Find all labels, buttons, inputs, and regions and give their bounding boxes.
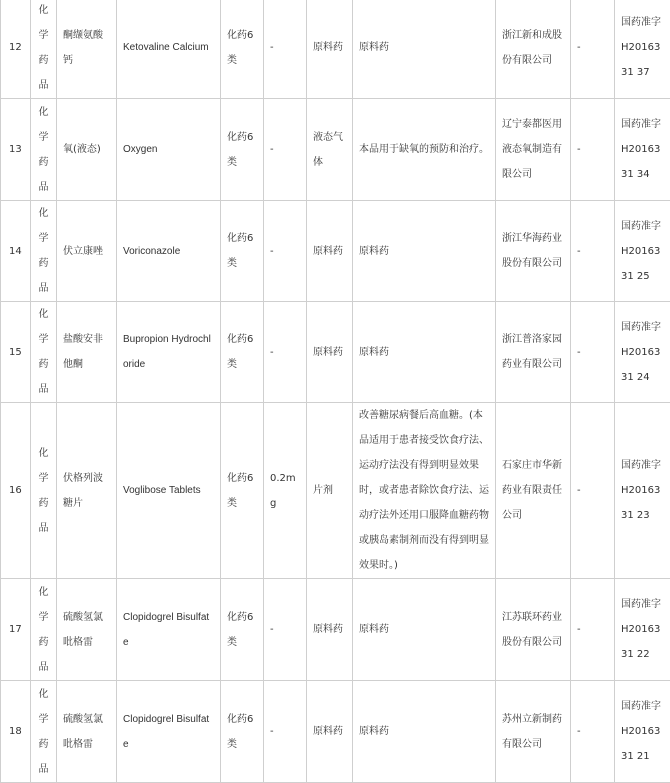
drug-name-en-cell: Voglibose Tablets: [117, 403, 221, 579]
category-cell: 化学药品: [31, 403, 57, 579]
approval-number-cell: 国药准字H2016331 23: [615, 403, 670, 579]
approval-number-cell: 国药准字H2016331 22: [615, 579, 670, 681]
specification-cell: -: [264, 302, 307, 403]
indication-cell: 改善糖尿病餐后高血糖。(本品适用于患者接受饮食疗法、运动疗法没有得到明显效果时，或者患者除饮食疗法、运动疗法外还用口服降血糖药物或胰岛素制剂而没有得到明显效果时。): [353, 403, 496, 579]
indication-cell: 原料药: [353, 681, 496, 783]
empty-dash-cell: -: [571, 403, 615, 579]
row-number-cell: 13: [1, 99, 31, 201]
registration-class-cell: 化药6类: [221, 579, 264, 681]
manufacturer-cell: 石家庄市华新药业有限责任公司: [496, 403, 571, 579]
drug-name-en-cell: Bupropion Hydrochloride: [117, 302, 221, 403]
drug-name-cn-cell: 伏格列波糖片: [57, 403, 117, 579]
drug-name-en-cell: Oxygen: [117, 99, 221, 201]
manufacturer-cell: 辽宁泰都医用液态氧制造有限公司: [496, 99, 571, 201]
empty-dash-cell: -: [571, 0, 615, 99]
table-row: [1, 0, 670, 99]
registration-class-cell: 化药6类: [221, 201, 264, 302]
empty-dash-cell: -: [571, 681, 615, 783]
indication-cell: 原料药: [353, 579, 496, 681]
indication-cell: 原料药: [353, 302, 496, 403]
table-body: [1, 0, 670, 783]
approval-number-cell: 国药准字H2016331 24: [615, 302, 670, 403]
dosage-form-cell: 原料药: [307, 201, 353, 302]
registration-class-cell: 化药6类: [221, 681, 264, 783]
table-row: [1, 579, 670, 681]
specification-cell: -: [264, 99, 307, 201]
approval-number-cell: 国药准字H2016331 34: [615, 99, 670, 201]
category-cell: 化学药品: [31, 681, 57, 783]
manufacturer-cell: 浙江新和成股份有限公司: [496, 0, 571, 99]
drug-name-en-cell: Ketovaline Calcium: [117, 0, 221, 99]
drug-name-cn-cell: 氧(液态): [57, 99, 117, 201]
approval-number-cell: 国药准字H2016331 25: [615, 201, 670, 302]
specification-cell: -: [264, 579, 307, 681]
drug-name-en-cell: Clopidogrel Bisulfate: [117, 681, 221, 783]
specification-cell: 0.2mg: [264, 403, 307, 579]
drug-name-cn-cell: 盐酸安非他酮: [57, 302, 117, 403]
registration-class-cell: 化药6类: [221, 302, 264, 403]
drug-name-en-cell: Voriconazole: [117, 201, 221, 302]
drug-name-cn-cell: 酮缬氨酸钙: [57, 0, 117, 99]
dosage-form-cell: 片剂: [307, 403, 353, 579]
row-number-cell: 14: [1, 201, 31, 302]
dosage-form-cell: 原料药: [307, 302, 353, 403]
table-row: [1, 302, 670, 403]
dosage-form-cell: 液态气体: [307, 99, 353, 201]
indication-cell: 原料药: [353, 0, 496, 99]
approval-number-cell: 国药准字H2016331 37: [615, 0, 670, 99]
category-cell: 化学药品: [31, 99, 57, 201]
drug-name-cn-cell: 硫酸氢氯吡格雷: [57, 681, 117, 783]
category-cell: 化学药品: [31, 0, 57, 99]
row-number-cell: 16: [1, 403, 31, 579]
empty-dash-cell: -: [571, 201, 615, 302]
row-number-cell: 17: [1, 579, 31, 681]
category-cell: 化学药品: [31, 579, 57, 681]
specification-cell: -: [264, 0, 307, 99]
table-row: [1, 99, 670, 201]
drug-name-cn-cell: 伏立康唑: [57, 201, 117, 302]
empty-dash-cell: -: [571, 302, 615, 403]
category-cell: 化学药品: [31, 302, 57, 403]
drug-name-cn-cell: 硫酸氢氯吡格雷: [57, 579, 117, 681]
manufacturer-cell: 苏州立新制药有限公司: [496, 681, 571, 783]
dosage-form-cell: 原料药: [307, 681, 353, 783]
table-row: [1, 403, 670, 579]
manufacturer-cell: 江苏联环药业股份有限公司: [496, 579, 571, 681]
indication-cell: 原料药: [353, 201, 496, 302]
manufacturer-cell: 浙江普洛家园药业有限公司: [496, 302, 571, 403]
specification-cell: -: [264, 681, 307, 783]
specification-cell: -: [264, 201, 307, 302]
indication-cell: 本品用于缺氧的预防和治疗。: [353, 99, 496, 201]
registration-class-cell: 化药6类: [221, 99, 264, 201]
drug-name-en-cell: Clopidogrel Bisulfate: [117, 579, 221, 681]
registration-class-cell: 化药6类: [221, 0, 264, 99]
dosage-form-cell: 原料药: [307, 0, 353, 99]
row-number-cell: 12: [1, 0, 31, 99]
dosage-form-cell: 原料药: [307, 579, 353, 681]
table-row: [1, 201, 670, 302]
empty-dash-cell: -: [571, 99, 615, 201]
empty-dash-cell: -: [571, 579, 615, 681]
registration-class-cell: 化药6类: [221, 403, 264, 579]
approval-number-cell: 国药准字H2016331 21: [615, 681, 670, 783]
manufacturer-cell: 浙江华海药业股份有限公司: [496, 201, 571, 302]
table-row: [1, 681, 670, 783]
category-cell: 化学药品: [31, 201, 57, 302]
row-number-cell: 15: [1, 302, 31, 403]
row-number-cell: 18: [1, 681, 31, 783]
